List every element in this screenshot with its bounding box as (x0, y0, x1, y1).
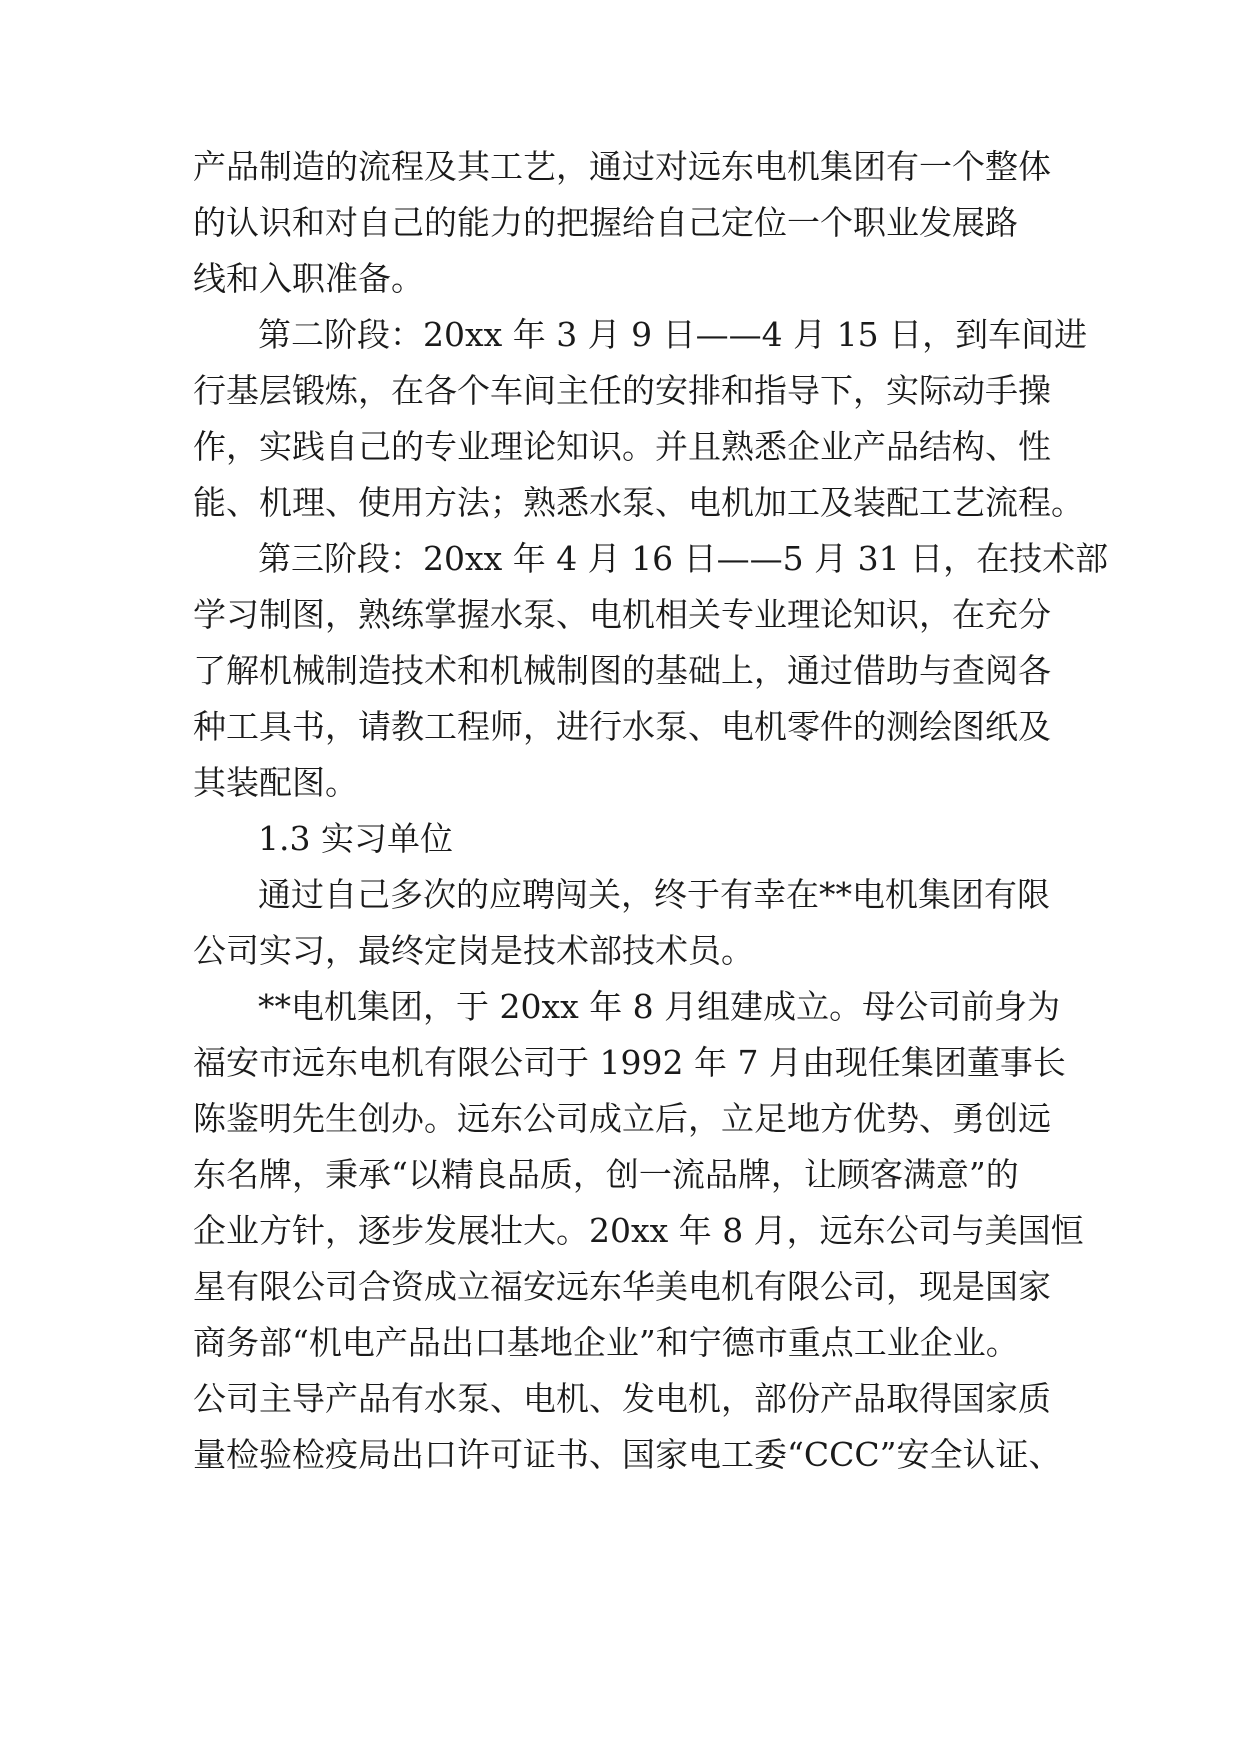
section-heading: 1.3 实习单位 (258, 819, 453, 858)
paragraph-line: 企业方针，逐步发展壮大。20xx 年 8 月，远东公司与美国恒 (193, 1211, 1084, 1250)
paragraph-line: 种工具书，请教工程师，进行水泵、电机零件的测绘图纸及 (193, 707, 1051, 746)
paragraph-line: 第三阶段：20xx 年 4 月 16 日——5 月 31 日，在技术部 (258, 539, 1109, 578)
paragraph-line: **电机集团，于 20xx 年 8 月组建成立。母公司前身为 (258, 987, 1061, 1026)
paragraph-line: 的认识和对自己的能力的把握给自己定位一个职业发展路 (193, 203, 1018, 242)
paragraph-line: 通过自己多次的应聘闯关，终于有幸在**电机集团有限 (258, 875, 1050, 914)
paragraph-line: 产品制造的流程及其工艺，通过对远东电机集团有一个整体 (193, 147, 1051, 186)
paragraph-line: 行基层锻炼，在各个车间主任的安排和指导下，实际动手操 (193, 371, 1051, 410)
paragraph-line: 其装配图。 (193, 763, 358, 802)
paragraph-line: 作，实践自己的专业理论知识。并且熟悉企业产品结构、性 (193, 427, 1051, 466)
paragraph-line: 公司实习，最终定岗是技术部技术员。 (193, 931, 754, 970)
paragraph-line: 学习制图，熟练掌握水泵、电机相关专业理论知识，在充分 (193, 595, 1051, 634)
paragraph-line: 福安市远东电机有限公司于 1992 年 7 月由现任集团董事长 (193, 1043, 1066, 1082)
paragraph-line: 第二阶段：20xx 年 3 月 9 日——4 月 15 日，到车间进 (258, 315, 1088, 354)
paragraph-line: 陈鉴明先生创办。远东公司成立后，立足地方优势、勇创远 (193, 1099, 1051, 1138)
paragraph-line: 线和入职准备。 (193, 259, 424, 298)
paragraph-line: 量检验检疫局出口许可证书、国家电工委“CCC”安全认证、 (193, 1435, 1062, 1474)
paragraph-line: 星有限公司合资成立福安远东华美电机有限公司，现是国家 (193, 1267, 1051, 1306)
paragraph-line: 商务部“机电产品出口基地企业”和宁德市重点工业企业。 (193, 1323, 1019, 1362)
paragraph-line: 能、机理、使用方法；熟悉水泵、电机加工及装配工艺流程。 (193, 483, 1084, 522)
paragraph-line: 了解机械制造技术和机械制图的基础上，通过借助与查阅各 (193, 651, 1051, 690)
paragraph-line: 东名牌，秉承“以精良品质，创一流品牌，让顾客满意”的 (193, 1155, 1019, 1194)
paragraph-line: 公司主导产品有水泵、电机、发电机，部份产品取得国家质 (193, 1379, 1051, 1418)
